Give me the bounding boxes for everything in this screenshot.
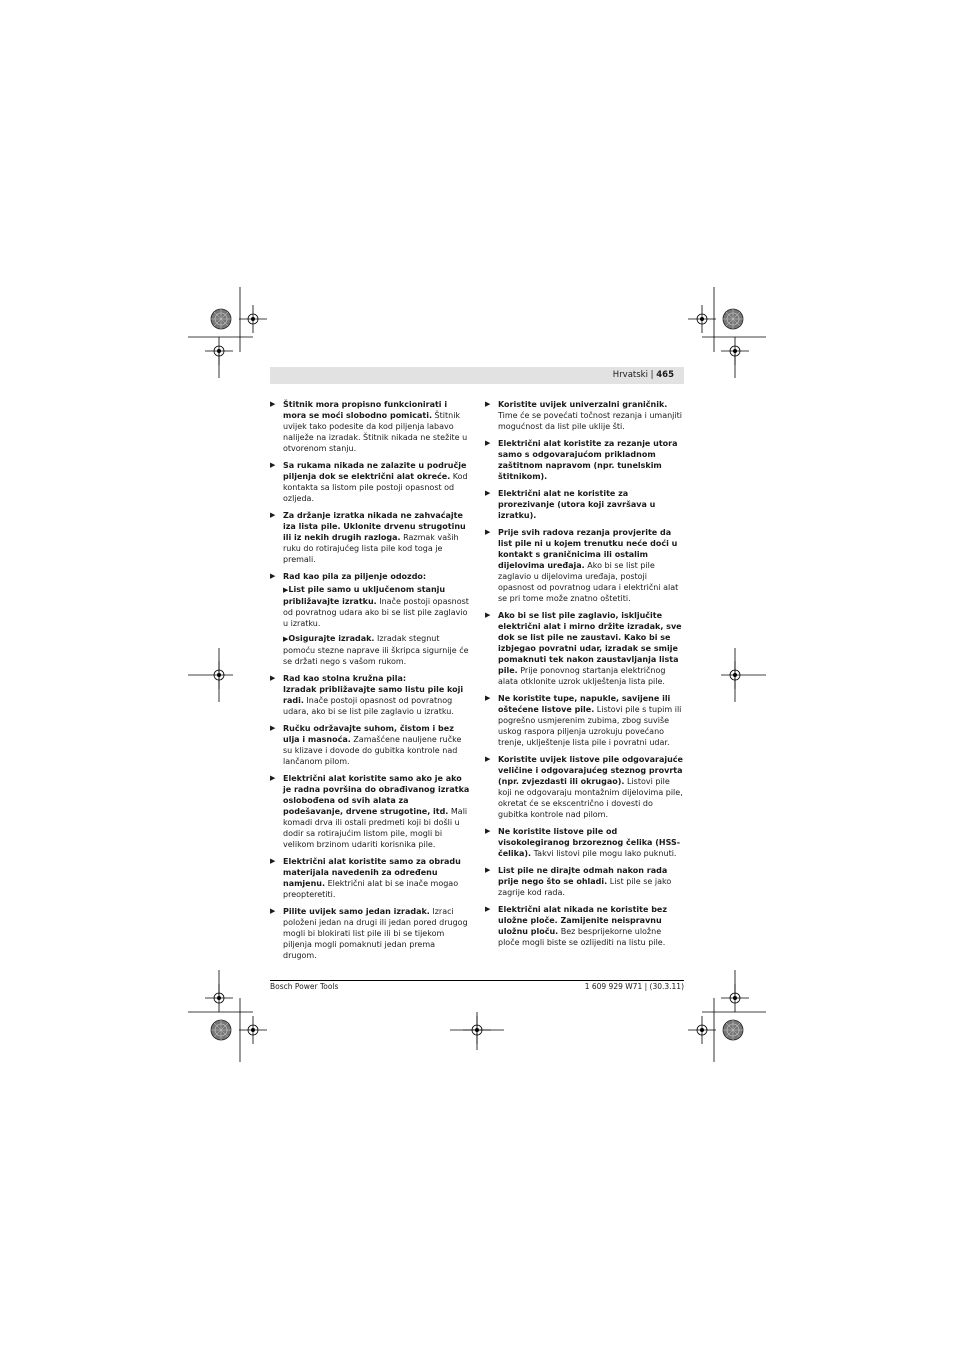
sub-item-bold-text: List pile samo u uključenom stanju približavajte izratku. xyxy=(283,585,446,606)
list-item xyxy=(270,906,470,961)
footer-doc-number: 1 609 929 W71 | (30.3.11) xyxy=(584,982,684,991)
item-text: Ako bi se list pile zaglavio u dijelovima uređaja, postoji opasnost od povratnog udara i električni alat se pri tome može znatno oštetiti. xyxy=(498,561,679,603)
item-bold-text: Štitnik mora propisno funkcionirati i mora se moći slobodno pomicati. xyxy=(283,400,448,420)
item-text: Listovi pile s tupim ili pogrešno usmjerenim zubima, zbog suviše uskog raspora piljenja uzrokuju povećano trenje, uklještenje lista pile i povratni udar. xyxy=(498,705,682,747)
item-bold-text: Rad kao stolna kružna pila: xyxy=(283,674,407,683)
item-text: List pile se jako zagrije kod rada. xyxy=(498,877,672,897)
bullet-icon: ▶ xyxy=(485,694,491,702)
item-text: Bez besprijekorne uložne ploče mogli biste se ozlijediti na listu pile. xyxy=(498,927,666,947)
left-column xyxy=(270,399,470,967)
item-bold-text: Ne koristite tupe, napukle, savijene ili oštećene listove pile. xyxy=(498,694,671,714)
item-text: Inače postoji opasnost od povratnog udara, ako bi se list pile zaglavio u izratku. xyxy=(283,696,454,716)
bullet-icon: ▶ xyxy=(270,674,276,682)
bullet-icon: ▶ xyxy=(270,724,276,732)
bullet-icon: ▶ xyxy=(485,611,491,619)
bullet-icon: ▶ xyxy=(270,572,276,580)
bullet-icon: ▶ xyxy=(485,905,491,913)
sub-item xyxy=(283,633,470,667)
list-item xyxy=(485,610,685,687)
sub-item xyxy=(283,584,470,629)
item-bold-text: Pilite uvijek samo jedan izradak. xyxy=(283,907,430,916)
item-bold-text: Koristite uvijek univerzalni graničnik. xyxy=(498,400,668,409)
item-bold-text: List pile ne dirajte odmah nakon rada prije nego što se ohladi. xyxy=(498,866,668,886)
list-item xyxy=(485,904,685,948)
bullet-icon: ▶ xyxy=(485,489,491,497)
bullet-icon: ▶ xyxy=(270,857,276,865)
list-item xyxy=(485,693,685,748)
footer-divider xyxy=(270,980,684,981)
footer-brand: Bosch Power Tools xyxy=(270,982,339,991)
list-item xyxy=(485,399,685,432)
list-item xyxy=(270,723,470,767)
bullet-icon: ▶ xyxy=(485,866,491,874)
list-item xyxy=(270,571,470,667)
item-text: Štitnik uvijek tako podesite da kod piljenja labavo naliježe na izradak. Štitnik nikada ne stežite u otvorenom stanju. xyxy=(283,411,468,453)
item-text: Listovi pile koji ne odgovaraju montažnim dijelovima pile, okretat će se ekscentrično i dovesti do gubitka kontrole nad pilom. xyxy=(498,777,683,819)
item-bold-text: Električni alat koristite za rezanje utora samo s odgovarajućom prikladnom zaštitnom napravom (npr. tunelskim štitnikom). xyxy=(498,439,678,481)
sub-item-text: Izradak stegnut pomoću stezne naprave ili škripca sigurnije će se držati nego s vašom rukom. xyxy=(283,634,469,666)
bullet-icon: ▶ xyxy=(485,528,491,536)
item-bold-text: Električni alat nikada ne koristite bez uložne ploče. Zamijenite neispravnu uložnu ploču. xyxy=(498,905,668,936)
item-text: Mali komadi drva ili ostali predmeti koji bi došli u dodir sa rotirajućim listom pile, mogli bi velikom brzinom udariti korisnika pile. xyxy=(283,807,468,849)
item-text: Zamašćene nauljene ručke su klizave i dovode do gubitka kontrole nad lančanom pilom. xyxy=(283,735,462,766)
page-number: 465 xyxy=(656,370,674,380)
item-text: Prije ponovnog startanja električnog alata otklonite uzrok uklještenja lista pile. xyxy=(498,666,666,686)
header-text xyxy=(613,369,674,381)
item-text: Izraci položeni jedan na drugi ili jedan pored drugog mogli bi blokirati list pile ili bi se tijekom piljenja mogli pomaknuti jedan prema drugom. xyxy=(283,907,468,960)
item-text: Time će se povećati točnost rezanja i umanjiti mogućnost da list pile uklije šti. xyxy=(498,411,682,431)
list-item xyxy=(270,399,470,454)
bullet-icon: ▶ xyxy=(283,586,289,594)
bullet-icon: ▶ xyxy=(283,635,289,643)
item-bold-text: Ako bi se list pile zaglavio, isključite električni alat i mirno držite izradak, sve dok se list pile ne zaustavi. Kako bi se izbjegao povratni udar, izradak se smije pomaknuti tek nakon zaustavljanja lista pile. xyxy=(498,611,682,675)
item-bold-text: Prije svih radova rezanja provjerite da list pile ni u kojem trenutku neće doći u kontakt s graničnicima ili ostalim dijelovima uređaja. xyxy=(498,528,678,570)
language-label: Hrvatski xyxy=(612,370,648,380)
bullet-icon: ▶ xyxy=(485,755,491,763)
bullet-icon: ▶ xyxy=(485,439,491,447)
list-item xyxy=(270,460,470,504)
bullet-icon: ▶ xyxy=(270,774,276,782)
item-text: Takvi listovi pile mogu lako puknuti. xyxy=(531,849,677,858)
list-item xyxy=(485,754,685,820)
item-bold-text: Ne koristite listove pile od visokolegiranog brzoreznog čelika (HSS-čelika). xyxy=(498,827,681,858)
list-item xyxy=(270,856,470,900)
item-bold-text: Ručku održavajte suhom, čistom i bez ulja i masnoća. xyxy=(283,724,454,744)
list-item xyxy=(485,826,685,859)
list-item xyxy=(485,438,685,482)
item-bold-text: Koristite uvijek listove pile odgovarajuće veličine i odgovarajućeg steznog provrta (npr. zvjezdasti ili okrugao). xyxy=(498,755,683,786)
list-item xyxy=(270,510,470,565)
item-bold-text: Električni alat ne koristite za prorezivanje (utora koji završava u izratku). xyxy=(498,489,656,520)
page-header xyxy=(270,367,684,384)
bullet-icon: ▶ xyxy=(270,511,276,519)
list-item xyxy=(485,488,685,521)
bullet-icon: ▶ xyxy=(270,400,276,408)
right-column xyxy=(485,399,685,954)
list-item xyxy=(485,865,685,898)
item-bold-text: Električni alat koristite samo za obradu materijala navedenih za određenu namjenu. xyxy=(283,857,461,888)
item-bold-text: Rad kao pila za piljenje odozdo: xyxy=(283,572,427,581)
item-text: Kod kontakta sa listom pile postoji opasnost od ozljeda. xyxy=(283,472,468,503)
item-bold-text: Izradak približavajte samo listu pile koji radi. xyxy=(283,685,464,705)
item-bold-text: Električni alat koristite samo ako je ako je radna površina do obrađivanog izratka oslobođena od svih alata za podešavanje, drvene strugotine, itd. xyxy=(283,774,470,816)
header-separator: | xyxy=(650,370,654,380)
bullet-icon: ▶ xyxy=(485,400,491,408)
list-item xyxy=(270,773,470,850)
bullet-icon: ▶ xyxy=(270,907,276,915)
sub-item-bold-text: Osigurajte izradak. xyxy=(288,634,375,643)
item-text: Električni alat bi se inače mogao preopteretiti. xyxy=(283,879,459,899)
bullet-icon: ▶ xyxy=(270,461,276,469)
list-item xyxy=(485,527,685,604)
sub-item-text: Inače postoji opasnost od povratnog udara ako bi se list pile zaglavio u izratku. xyxy=(283,597,469,628)
list-item xyxy=(270,673,470,717)
bullet-icon: ▶ xyxy=(485,827,491,835)
item-text: Razmak vaših ruku do rotirajućeg lista pile kod toga je premali. xyxy=(283,533,459,564)
item-bold-text: Sa rukama nikada ne zalazite u područje piljenja dok se električni alat okreće. xyxy=(283,461,467,481)
item-bold-text: Za držanje izratka nikada ne zahvaćajte iza lista pile. Uklonite drvenu strugotinu ili iz nekih drugih razloga. xyxy=(283,511,466,542)
